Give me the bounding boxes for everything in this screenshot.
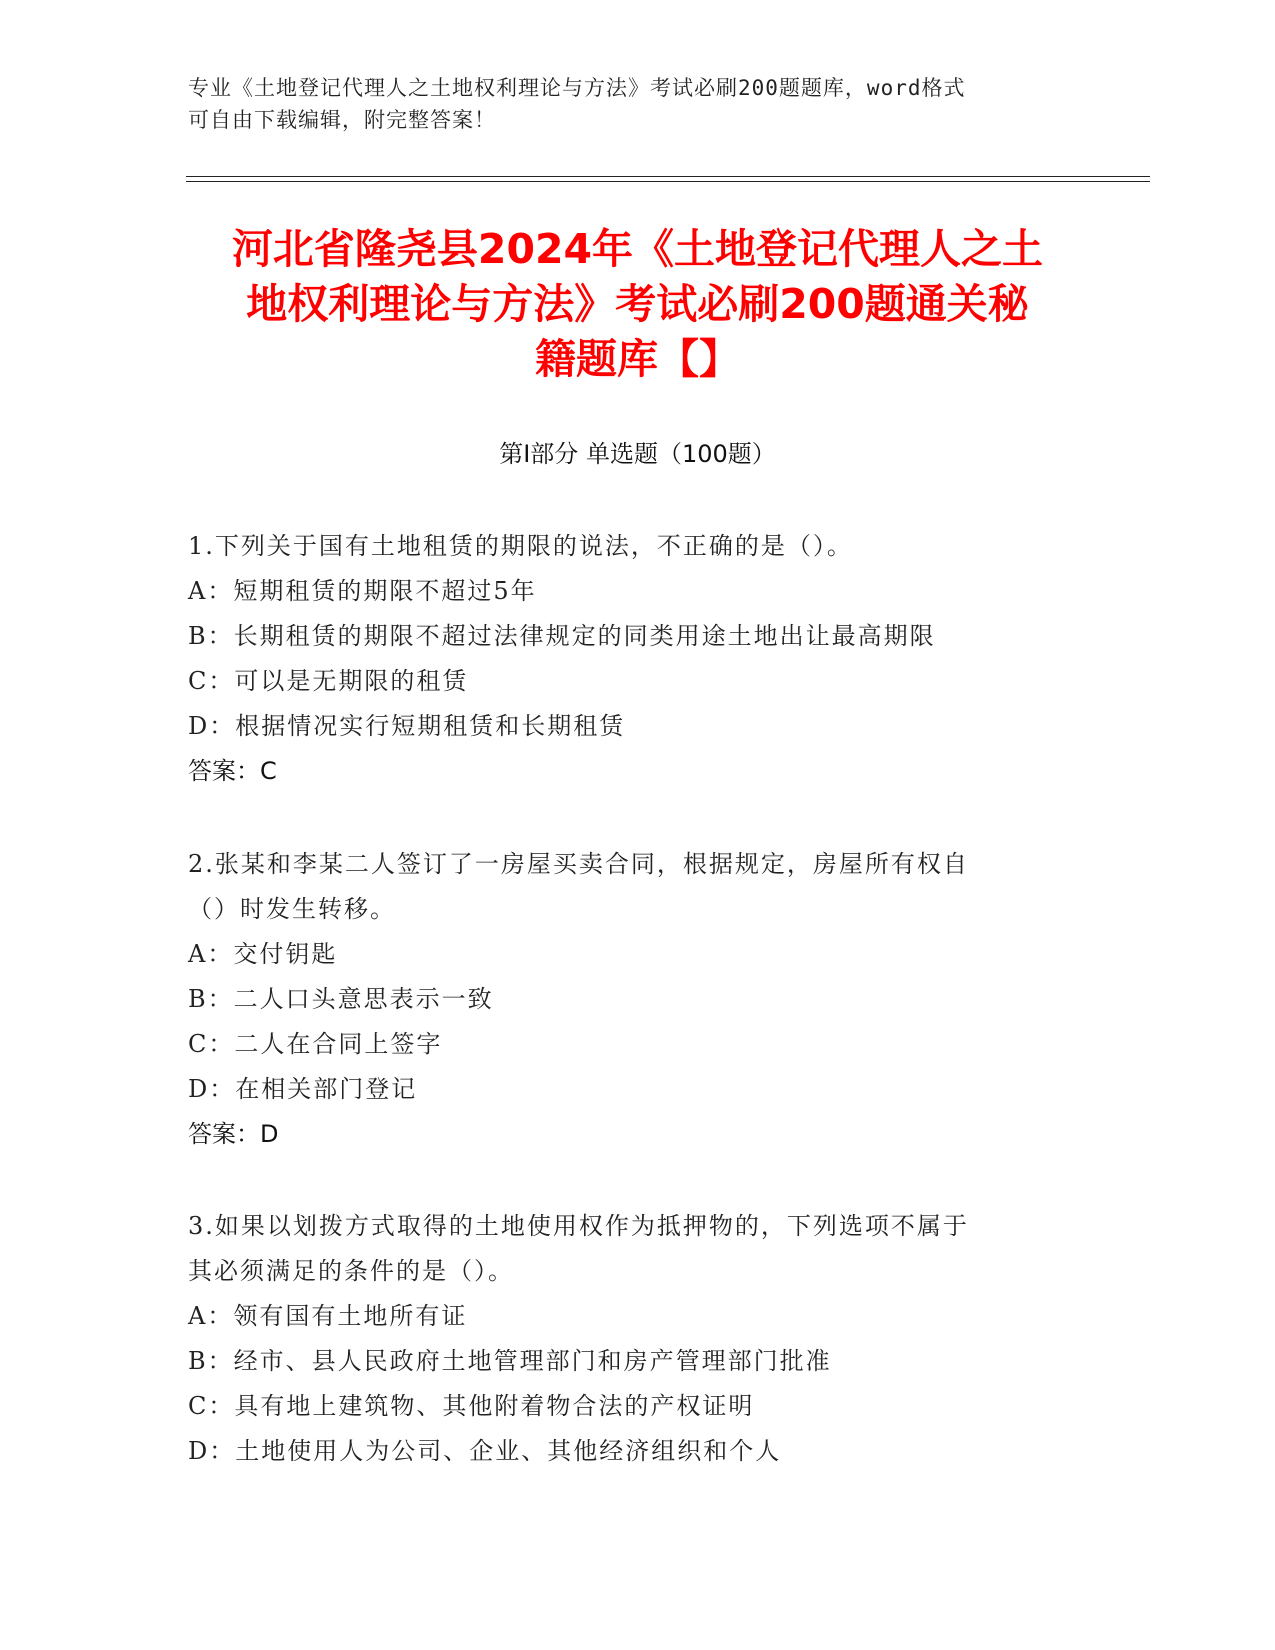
question-stem-line: 2.张某和李某二人签订了一房屋买卖合同，根据规定，房屋所有权自 (188, 850, 969, 878)
title-line-2: 地权利理论与方法》考试必刷200题通关秘 (246, 280, 1029, 328)
option-b: B：长期租赁的期限不超过法律规定的同类用途土地出让最高期限 (188, 622, 936, 650)
question-stem-line: 其必须满足的条件的是（）。 (188, 1257, 514, 1285)
question-1 (188, 524, 1088, 794)
option-a: A：交付钥匙 (188, 940, 338, 968)
option-d: D：土地使用人为公司、企业、其他经济组织和个人 (188, 1437, 782, 1465)
header-line-2: 可自由下载编辑，附完整答案！ (188, 108, 496, 132)
section-heading: 第Ⅰ部分 单选题（100题） (499, 440, 776, 468)
option-a: A：领有国有土地所有证 (188, 1302, 468, 1330)
option-c: C：具有地上建筑物、其他附着物合法的产权证明 (188, 1392, 755, 1420)
option-d: D：根据情况实行短期租赁和长期租赁 (188, 712, 626, 740)
title-line-3: 籍题库【】 (535, 335, 740, 383)
question-stem-line: 3.如果以划拨方式取得的土地使用权作为抵押物的，下列选项不属于 (188, 1212, 969, 1240)
question-2 (188, 842, 1088, 1157)
option-d: D：在相关部门登记 (188, 1075, 418, 1103)
question-stem-line: （）时发生转移。 (188, 895, 396, 923)
answer-line: 答案：D (188, 1120, 279, 1148)
option-b: B：经市、县人民政府土地管理部门和房产管理部门批准 (188, 1347, 832, 1375)
document-title (150, 222, 1125, 387)
option-b: B：二人口头意思表示一致 (188, 985, 494, 1013)
title-line-1: 河北省隆尧县2024年《土地登记代理人之土 (231, 225, 1044, 273)
answer-line: 答案：C (188, 757, 277, 785)
header-rule-bottom (186, 181, 1150, 182)
option-a: A：短期租赁的期限不超过5年 (188, 577, 537, 605)
header-line-1: 专业《土地登记代理人之土地权利理论与方法》考试必刷200题题库，word格式 (188, 76, 966, 100)
header-rule-top (186, 176, 1150, 177)
question-3 (188, 1204, 1088, 1474)
header-note (188, 72, 1088, 136)
option-c: C：可以是无期限的租赁 (188, 667, 469, 695)
question-stem-line: 1.下列关于国有土地租赁的期限的说法，不正确的是（）。 (188, 532, 853, 560)
option-c: C：二人在合同上签字 (188, 1030, 443, 1058)
